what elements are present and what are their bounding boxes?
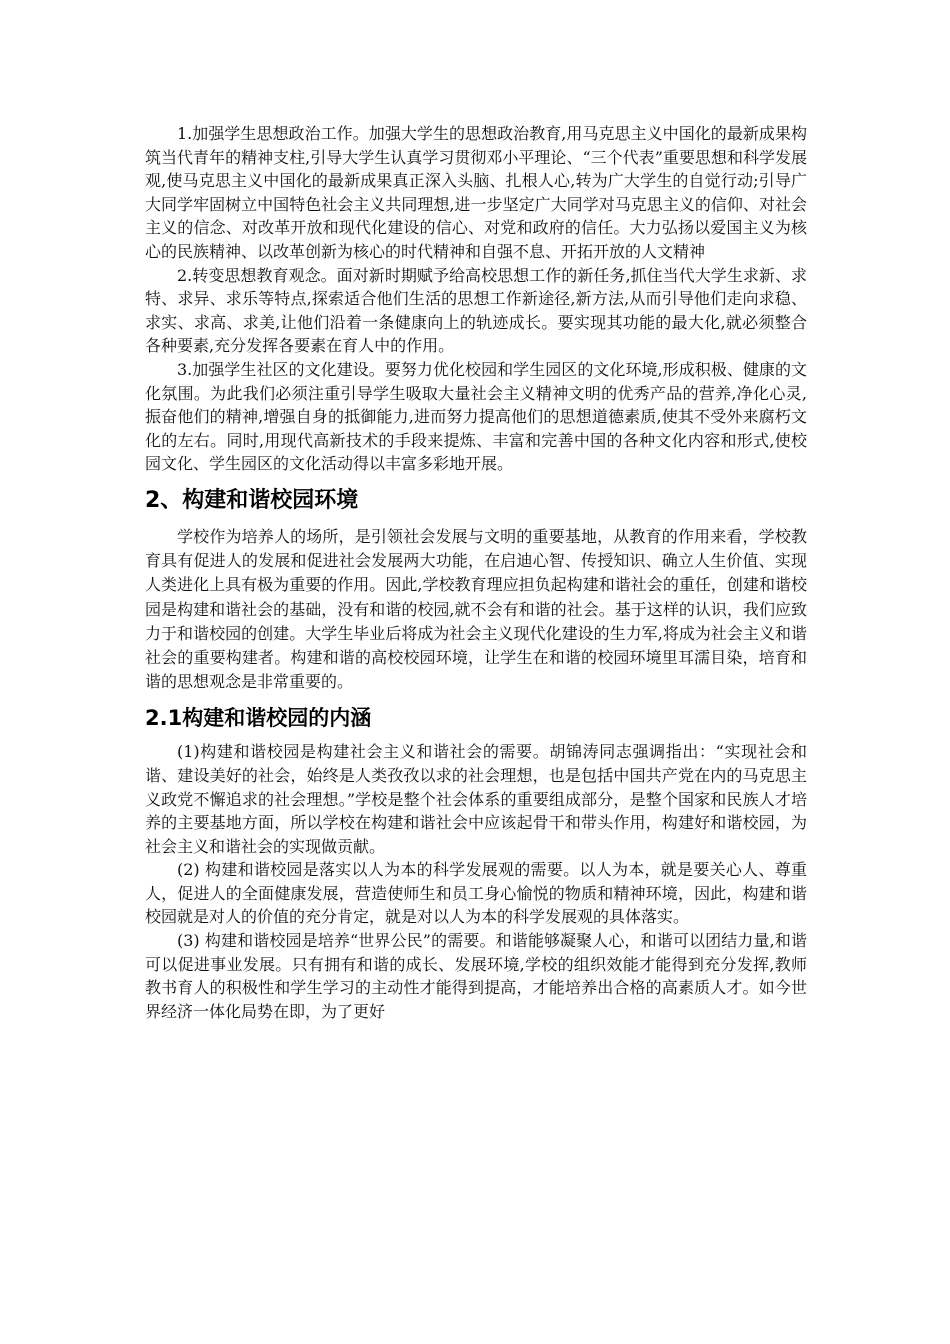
paragraph-political-work: 1.加强学生思想政治工作。加强大学生的思想政治教育,用马克思主义中国化的最新成果构筑当代青年的精神支柱,引导大学生认真学习贯彻邓小平理论、“三个代表”重要思想和科学发展观,使马克思主义中国化的最新成果真正深入头脑、扎根人心,转为广大学生的自觉行动;引导广大同学牢固树立中国特色社会主义共同理想,进一步坚定广大同学对马克思主义的信仰、对社会主义的信念、对改革开放和现代化建设的信心、对党和政府的信任。大力弘扬以爱国主义为核心的民族精神、以改革创新为核心的时代精神和自强不息、开拓开放的人文精神	[145, 124, 807, 261]
document-page	[145, 122, 807, 1023]
paragraph-point-1: (1)构建和谐校园是构建社会主义和谐社会的需要。胡锦涛同志强调指出：“实现社会和谐、建设美好的社会，始终是人类孜孜以求的社会理想，也是包括中国共产党在内的马克思主义政党不懈追求的社会理想。”学校是整个社会体系的重要组成部分，是整个国家和民族人才培养的主要基地方面，所以学校在构建和谐社会中应该起骨干和带头作用，构建好和谐校园，为社会主义和谐社会的实现做贡献。	[145, 742, 807, 856]
subsection-heading-connotation: 2.1构建和谐校园的内涵	[145, 706, 372, 731]
paragraph-community-culture: 3.加强学生社区的文化建设。要努力优化校园和学生园区的文化环境,形成积极、健康的文化氛围。为此我们必须注重引导学生吸取大量社会主义精神文明的优秀产品的营养,净化心灵,振奋他们的精神,增强自身的抵御能力,进而努力提高他们的思想道德素质,使其不受外来腐朽文化的左右。同时,用现代高新技术的手段来提炼、丰富和完善中国的各种文化内容和形式,使校园文化、学生园区的文化活动得以丰富多彩地开展。	[145, 359, 807, 474]
paragraph-point-3: (3) 构建和谐校园是培养“世界公民”的需要。和谐能够凝聚人心，和谐可以团结力量,和谐可以促进事业发展。只有拥有和谐的成长、发展环境,学校的组织效能才能得到充分发挥,教师教书育人的积极性和学生学习的主动性才能得到提高，才能培养出合格的高素质人才。如今世界经济一体化局势在即，为了更好	[145, 931, 807, 1021]
paragraph-education-concept: 2.转变思想教育观念。面对新时期赋予给高校思想工作的新任务,抓住当代大学生求新、求特、求异、求乐等特点,探索适合他们生活的思想工作新途径,新方法,从而引导他们走向求稳、求实、求高、求美,让他们沿着一条健康向上的轨迹成长。要实现其功能的最大化,就必须整合各种要素,充分发挥各要素在育人中的作用。	[145, 265, 807, 356]
paragraph-school-role: 学校作为培养人的场所，是引领社会发展与文明的重要基地，从教育的作用来看，学校教育具有促进人的发展和促进社会发展两大功能，在启迪心智、传授知识、确立人生价值、实现人类进化上具有极为重要的作用。因此,学校教育理应担负起构建和谐社会的重任，创建和谐校园是构建和谐社会的基础，没有和谐的校园,就不会有和谐的社会。基于这样的认识，我们应致力于和谐校园的创建。大学生毕业后将成为社会主义现代化建设的生力军,将成为社会主义和谐社会的重要构建者。构建和谐的高校校园环境，让学生在和谐的校园环境里耳濡目染，培育和谐的思想观念是非常重要的。	[145, 526, 807, 692]
section-heading-harmonious-campus: 2、构建和谐校园环境	[145, 487, 359, 513]
paragraph-point-2: (2) 构建和谐校园是落实以人为本的科学发展观的需要。以人为本，就是要关心人、尊重人，促进人的全面健康发展，营造使师生和员工身心愉悦的物质和精神环境，因此，构建和谐校园就是对人的价值的充分肯定，就是对以人为本的科学发展观的具体落实。	[145, 860, 807, 927]
